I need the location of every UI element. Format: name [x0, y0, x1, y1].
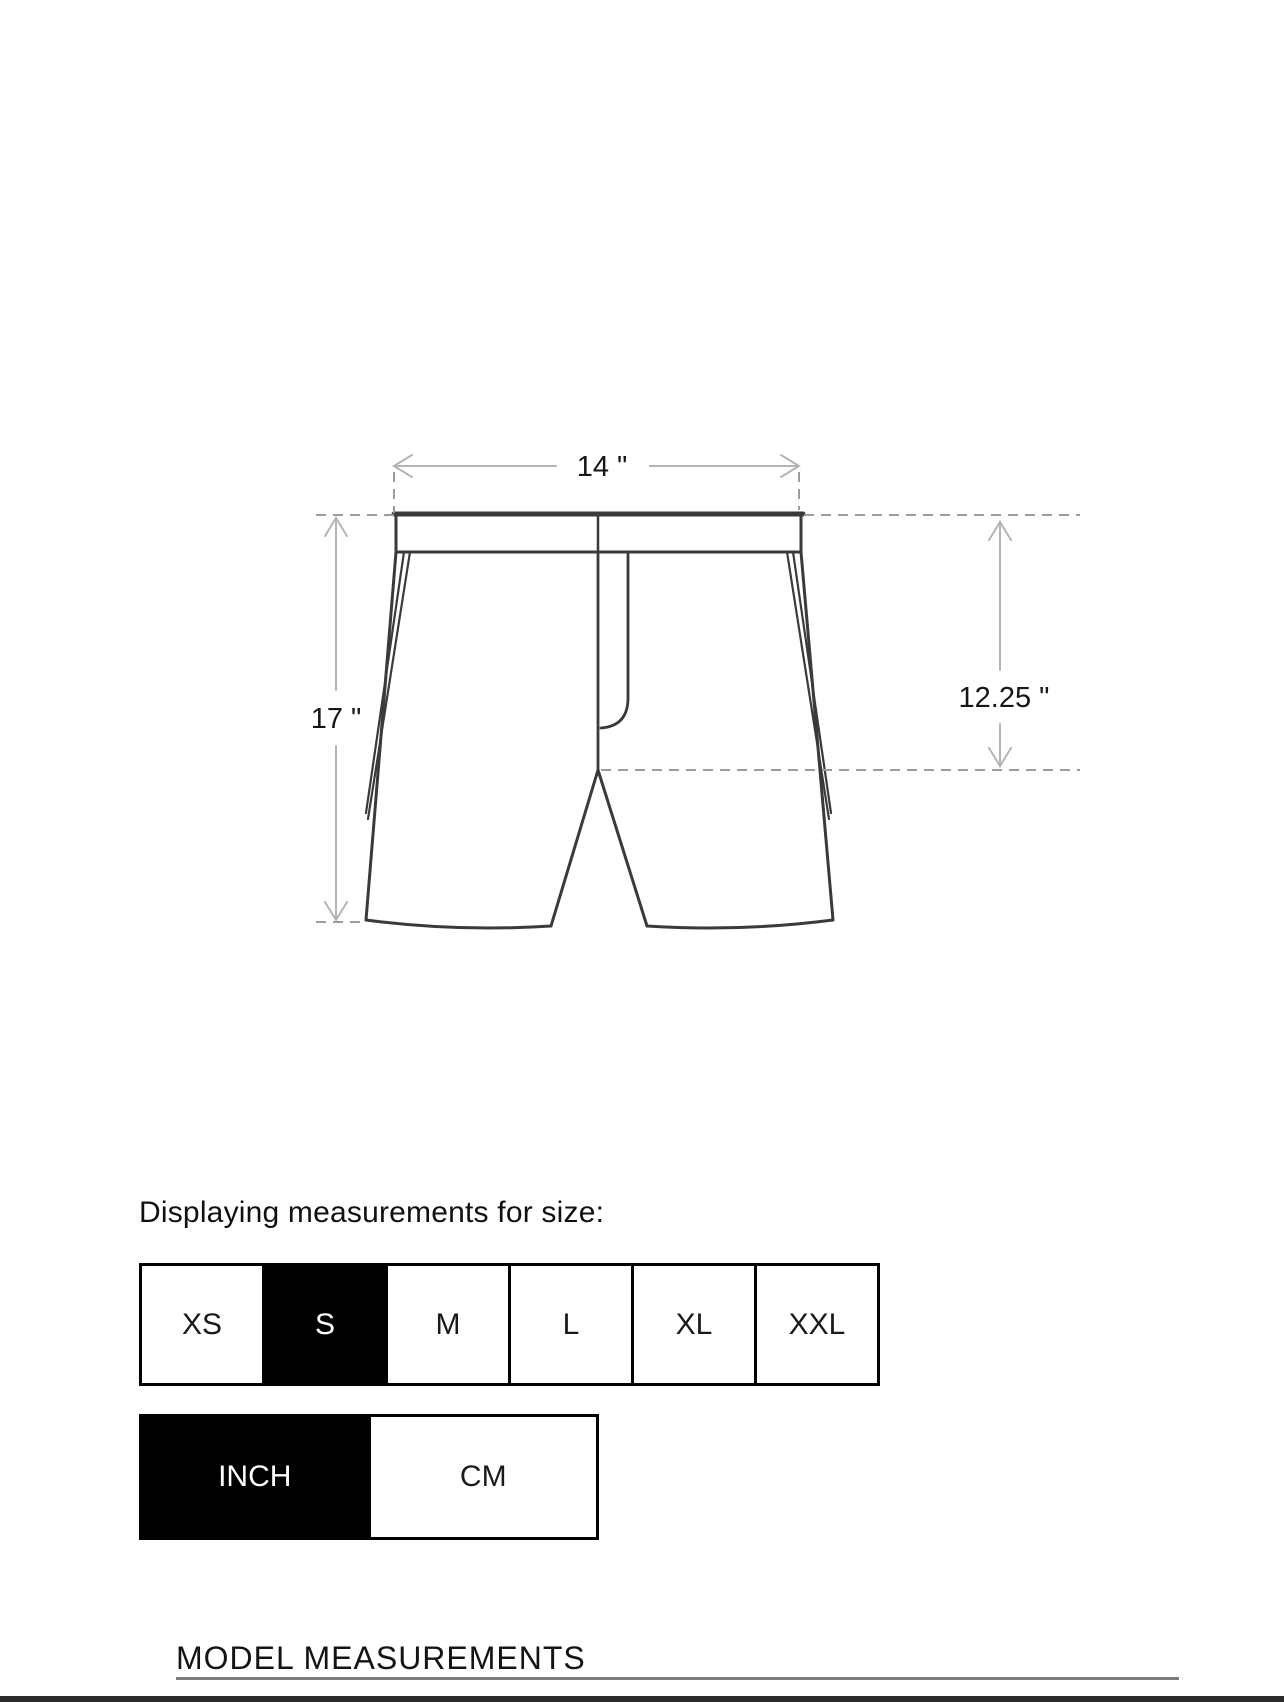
- length-measurement-label: 17 ": [310, 703, 362, 735]
- side-length-measurement-label: 12.25 ": [958, 682, 1050, 714]
- bottom-divider-bar: [0, 1696, 1284, 1702]
- size-option-xs[interactable]: XS: [181, 1307, 223, 1341]
- size-prompt-text: Displaying measurements for size:: [139, 1196, 605, 1229]
- unit-option-cm[interactable]: CM: [368, 1417, 597, 1537]
- unit-option-inch[interactable]: INCH: [142, 1417, 368, 1537]
- size-option-l[interactable]: L: [508, 1266, 631, 1383]
- size-option-xl[interactable]: XL: [631, 1266, 754, 1383]
- size-selector: [139, 1263, 880, 1386]
- unit-selector: [139, 1414, 599, 1540]
- size-option-xxl[interactable]: XXL: [754, 1266, 877, 1383]
- shorts-sketch: [366, 514, 833, 928]
- waist-measurement-label: 14 ": [576, 451, 628, 483]
- side-length-dimension-arrow: [989, 522, 1011, 766]
- size-option-m[interactable]: M: [385, 1266, 508, 1383]
- size-option-s[interactable]: S: [262, 1266, 385, 1383]
- model-measurements-header[interactable]: MODEL MEASUREMENTS: [176, 1640, 586, 1676]
- section-divider: [176, 1677, 1179, 1680]
